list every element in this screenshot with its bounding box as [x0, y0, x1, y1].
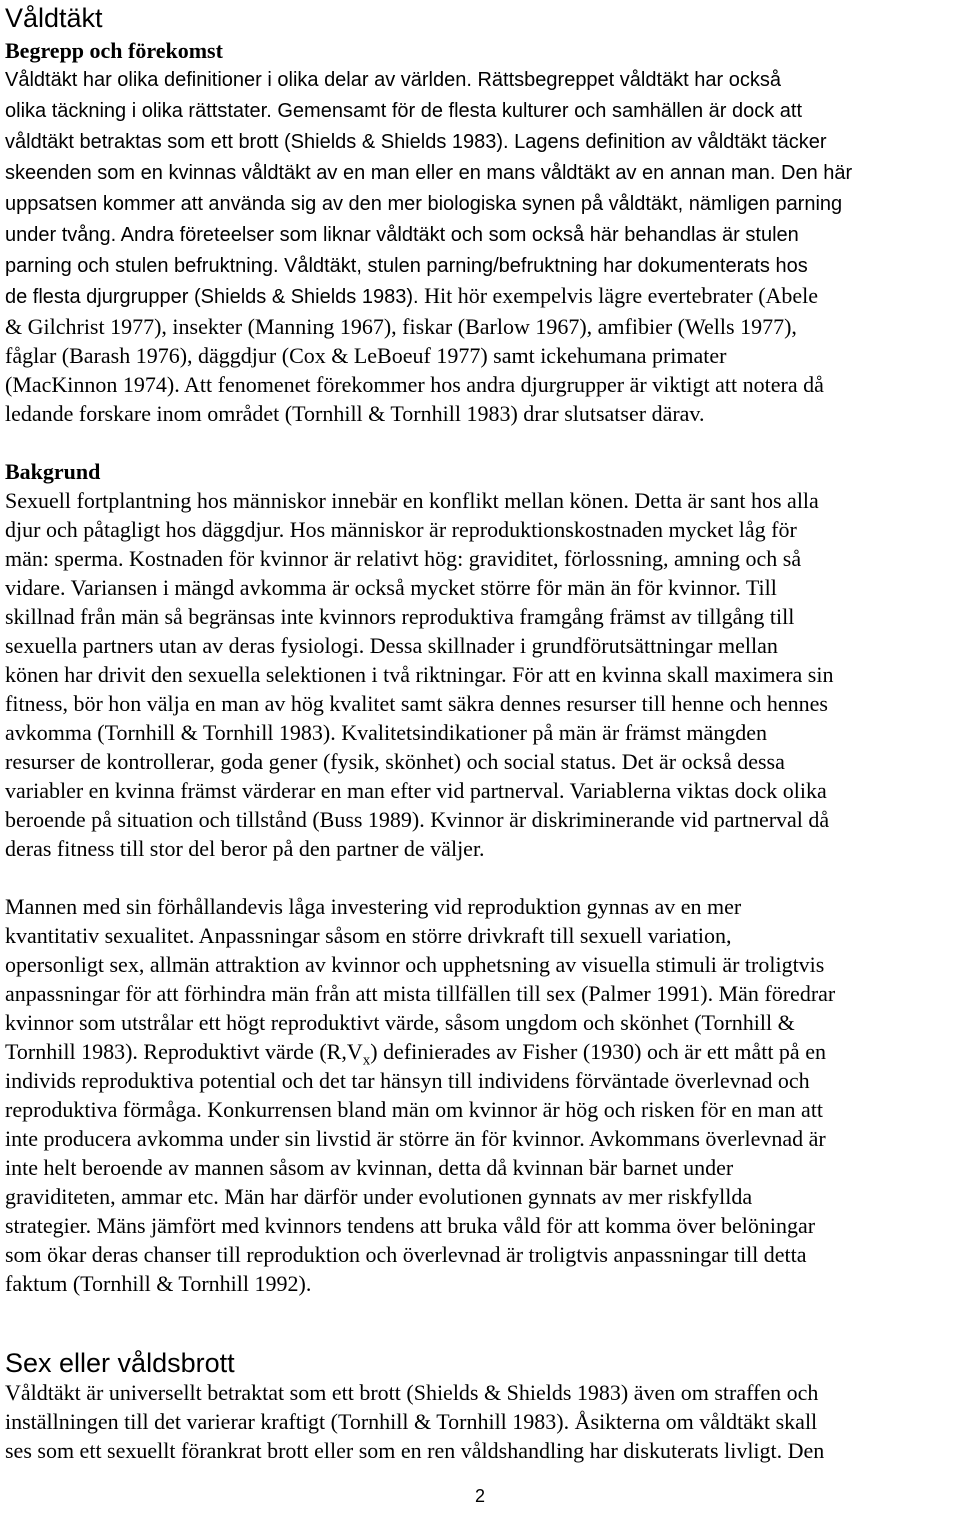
paragraph-bakgrund-1 [5, 486, 955, 863]
text-line: skeenden som en kvinnas våldtäkt av en man eller en mans våldtäkt av en annan man. Den här [5, 162, 853, 184]
text-line-rv [5, 1039, 826, 1069]
section-heading-begrepp: Begrepp och förekomst [5, 38, 223, 63]
text-line: reproduktiva förmåga. Konkurrensen bland män om kvinnor är hög och risken för en man att [5, 1097, 824, 1122]
text-line: beroende på situation och tillstånd (Buss 1989). Kvinnor är diskriminerande vid partnerval då [5, 807, 830, 832]
text-line: skillnad från män så begränsas inte kvinnors reproduktiva framgång främst av tillgång till [5, 604, 795, 629]
subscript: x [362, 1052, 371, 1069]
text-line: variabler en kvinna främst värderar en man efter vid partnerval. Variablerna viktas dock olika [5, 778, 827, 803]
text-line: inte helt beroende av mannen såsom av kvinnan, detta då kvinnan bär barnet under [5, 1155, 734, 1180]
document-page [5, 0, 955, 1465]
paragraph-begrepp [5, 64, 955, 428]
text-line: fitness, bör hon välja en man av hög kvalitet samt säkra dennes resurser till henne och hennes [5, 691, 828, 716]
text-line: sexuella partners utan av deras fysiologi. Dessa skillnader i grundförutsättningar mellan [5, 633, 778, 658]
text-fragment: Tornhill 1983). Reproduktivt värde (R,V [5, 1039, 363, 1064]
text-line: vidare. Variansen i mängd avkomma är också mycket större för män än för kvinnor. Till [5, 575, 777, 600]
text-line: faktum (Tornhill & Tornhill 1992). [5, 1271, 312, 1296]
text-line: Våldtäkt har olika definitioner i olika delar av världen. Rättsbegreppet våldtäkt har också [5, 69, 781, 91]
paragraph-sex-eller-valdsbrott [5, 1378, 955, 1465]
text-line: inställningen till det varierar kraftigt (Tornhill & Tornhill 1983). Åsikterna om våldtäkt skall [5, 1409, 818, 1434]
text-line: resurser de kontrollerar, goda gener (fysik, skönhet) och social status. Det är också dessa [5, 749, 785, 774]
text-line: ses som ett sexuellt förankrat brott eller som en ren våldshandling har diskuterats livligt. Den [5, 1438, 825, 1463]
text-line: de flesta djurgrupper (Shields & Shields 1983). [5, 286, 419, 308]
text-line: anpassningar för att förhindra män från att mista tillfällen till sex (Palmer 1991). Män föredrar [5, 981, 836, 1006]
text-line: våldtäkt betraktas som ett brott (Shields & Shields 1983). Lagens definition av våldtäkt täcker [5, 131, 827, 153]
text-fragment: ) definierades av Fisher (1930) och är ett mått på en [370, 1039, 826, 1064]
text-line: opersonligt sex, allmän attraktion av kvinnor och upphetsning av visuella stimuli är troligtvis [5, 952, 825, 977]
text-line: deras fitness till stor del beror på den partner de väljer. [5, 836, 485, 861]
text-line: ledande forskare inom området (Tornhill & Tornhill 1983) drar slutsatser därav. [5, 401, 705, 426]
text-line: strategier. Mäns jämfört med kvinnors tendens att bruka våld för att komma över belöningar [5, 1213, 816, 1238]
text-line: djur och påtagligt hos däggdjur. Hos människor är reproduktionskostnaden mycket låg för [5, 517, 797, 542]
text-line: Mannen med sin förhållandevis låga investering vid reproduktion gynnas av en mer [5, 894, 742, 919]
text-line: som ökar deras chanser till reproduktion och överlevnad är troligtvis anpassningar till detta [5, 1242, 807, 1267]
text-line: kvantitativ sexualitet. Anpassningar såsom en större drivkraft till sexuell variation, [5, 923, 732, 948]
text-line: graviditeten, ammar etc. Män har därför under evolutionen gynnats av mer riskfyllda [5, 1184, 753, 1209]
text-line: parning och stulen befruktning. Våldtäkt, stulen parning/befruktning har dokumenterats hos [5, 255, 808, 277]
page-number: 2 [474, 1486, 485, 1506]
section-heading-bakgrund: Bakgrund [5, 459, 101, 484]
text-line: uppsatsen kommer att använda sig av den mer biologiska synen på våldtäkt, nämligen parning [5, 193, 843, 215]
text-line: män: sperma. Kostnaden för kvinnor är relativt hög: graviditet, förlossning, amning och så [5, 546, 802, 571]
text-line: Hit hör exempelvis lägre evertebrater (Abele [418, 283, 819, 308]
text-line: fåglar (Barash 1976), däggdjur (Cox & LeBoeuf 1977) samt ickehumana primater [5, 343, 727, 368]
text-line: under tvång. Andra företeelser som liknar våldtäkt och som också här behandlas är stulen [5, 224, 799, 246]
text-line: olika täckning i olika rättstater. Gemensamt för de flesta kulturer och samhällen är dock att [5, 100, 803, 122]
text-line: avkomma (Tornhill & Tornhill 1983). Kvalitetsindikationer på män är främst mängden [5, 720, 768, 745]
page-title: Våldtäkt [5, 3, 103, 33]
paragraph-bakgrund-2 [5, 892, 955, 1298]
text-line: & Gilchrist 1977), insekter (Manning 1967), fiskar (Barlow 1967), amfibier (Wells 1977), [5, 314, 797, 339]
text-line: individs reproduktiva potential och det tar hänsyn till individens förväntade överlevnad och [5, 1068, 810, 1093]
text-line: inte producera avkomma under sin livstid är större än för kvinnor. Avkommans överlevnad är [5, 1126, 826, 1151]
text-line: Våldtäkt är universellt betraktat som ett brott (Shields & Shields 1983) även om straffen och [5, 1380, 819, 1405]
text-line: Sexuell fortplantning hos människor innebär en konflikt mellan könen. Detta är sant hos alla [5, 488, 819, 513]
section-title-sex-eller-valdsbrott: Sex eller våldsbrott [5, 1348, 235, 1378]
text-line: (MacKinnon 1974). Att fenomenet förekommer hos andra djurgrupper är viktigt att notera då [5, 372, 824, 397]
text-line: kvinnor som utstrålar ett högt reproduktivt värde, såsom ungdom och skönhet (Tornhill & [5, 1010, 795, 1035]
text-line: könen har drivit den sexuella selektionen i två riktningar. För att en kvinna skall maximera sin [5, 662, 834, 687]
